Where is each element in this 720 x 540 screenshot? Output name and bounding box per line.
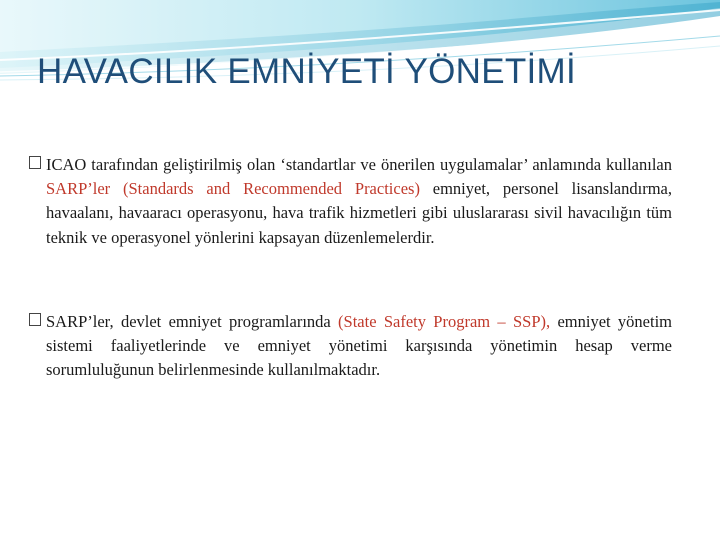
highlight-text: (State Safety Program – SSP), — [338, 312, 551, 331]
highlight-text: SARP’ler (Standards and Recommended Practices) — [46, 179, 420, 199]
bullet-text: ICAO tarafından geliştirilmiş olan ‘standartlar ve önerilen uygulamalar’ anlamında kullanılan — [46, 155, 672, 174]
bullet-marker-icon — [29, 313, 41, 326]
bullet-text: emniyet, personel lisanslandırma, havaalanı, havaaracı operasyonu, hava trafik hizmetleri gibi uluslararası sivil havacılığın tüm teknik ve operasyonel yönlerini kapsayan düzenlemelerdir. — [46, 179, 672, 247]
bullet-item-1 — [46, 153, 672, 250]
bullet-marker-icon — [29, 156, 41, 169]
page-title: HAVACILIK EMNİYETİ YÖNETİMİ — [37, 52, 577, 91]
bullet-item-2 — [46, 310, 672, 383]
bullet-text: emniyet yönetim sistemi faaliyetlerinde ve emniyet yönetimi karşısında yönetimin hesap verme sorumluluğunun belirlenmesinde kullanılmaktadır. — [46, 312, 672, 380]
bullet-text: SARP’ler, devlet emniyet programlarında — [46, 312, 339, 331]
